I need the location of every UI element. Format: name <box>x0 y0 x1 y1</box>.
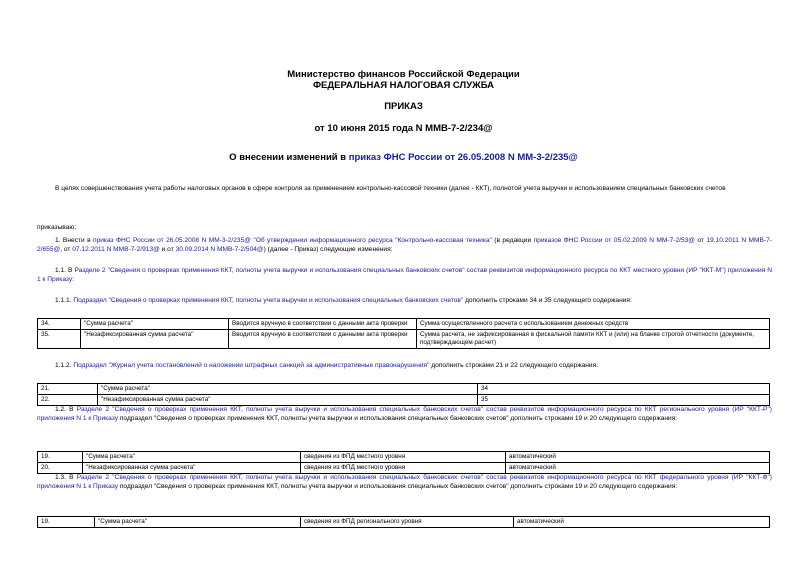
p12-prefix: 1.2. В <box>55 406 77 413</box>
table-row <box>38 395 770 406</box>
cell-description: Сумма расчета, не зафиксированная в фискальной памяти ККТ и (или) на бланке строгой отчетности (документе, подтверждающем расчет) <box>417 330 770 349</box>
cell-name: "Незафиксированная сумма расчета" <box>98 395 478 406</box>
subject-prefix: О внесении изменений в <box>229 152 349 163</box>
p112-prefix: 1.1.2. <box>55 362 74 369</box>
p1-link-amend-2011a[interactable]: 19.10.2011 N ММВ-7-2/655@ <box>37 237 772 253</box>
paragraph-1-1-1 <box>37 296 772 305</box>
cell-number: 20. <box>38 463 83 474</box>
p1-link-amend-2014[interactable]: 30.09.2014 N ММВ-7-2/504@ <box>175 246 264 253</box>
cell-number: 19. <box>38 452 83 463</box>
cell-method: автоматический <box>514 517 770 528</box>
cell-description: Сумма осуществленного расчета с использованием денежных средств <box>417 319 770 330</box>
paragraph-1-3 <box>37 473 772 491</box>
cell-source: сведения из ФПД регионального уровня <box>301 517 514 528</box>
subject-link[interactable]: приказ ФНС России от 26.05.2008 N ММ-3-2/235@ <box>348 152 578 163</box>
p1-text: и от <box>159 246 176 253</box>
cell-number: 35. <box>38 330 81 349</box>
table-row <box>38 330 770 349</box>
paragraph-1-1-2 <box>37 361 772 370</box>
cell-source: Вводится вручную в соответствии с данными акта проверки <box>229 330 417 349</box>
cell-name: "Сумма расчета" <box>95 517 301 528</box>
p111-link-subsection[interactable]: Подраздел "Сведения о проверках применения ККТ, полноты учета выручки и использования специальных банковских счетов" <box>73 297 464 304</box>
cell-source: сведения из ФПД местного уровня <box>301 452 506 463</box>
cell-number: 22. <box>38 395 98 406</box>
table-rows-19-20-federal <box>37 516 770 528</box>
p111-prefix: 1.1.1. <box>55 297 74 304</box>
cell-method: автоматический <box>506 463 770 474</box>
table-row <box>38 319 770 330</box>
table-row <box>38 517 770 528</box>
table-row <box>38 463 770 474</box>
header-service: ФЕДЕРАЛЬНАЯ НАЛОГОВАЯ СЛУЖБА <box>312 80 495 91</box>
p1-text: от <box>694 237 707 244</box>
p1-text: , от <box>60 246 73 253</box>
p12-text: подраздел "Сведения о проверках применения ККТ, полноты учета выручки и использования специальных банковских счетов" дополнить строками 19 и 20 следующего содержания: <box>118 415 678 422</box>
cell-reference: 35 <box>478 395 770 406</box>
paragraph-1 <box>37 236 772 254</box>
order-word: приказываю: <box>37 224 77 231</box>
cell-number: 21. <box>38 384 98 395</box>
cell-reference: 34 <box>478 384 770 395</box>
p1-link-amend-2009[interactable]: приказов ФНС России от 05.02.2009 N ММ-7-2/53@ <box>533 237 695 244</box>
header-ministry: Министерство финансов Российской Федерации <box>287 69 520 80</box>
paragraph-1-1 <box>37 266 772 284</box>
table-row <box>38 384 770 395</box>
cell-number: 34. <box>38 319 81 330</box>
cell-name: "Сумма расчета" <box>98 384 478 395</box>
p13-prefix: 1.3. В <box>55 474 77 481</box>
p1-link-order[interactable]: приказ ФНС России от 26.05.2008 N ММ-3-2/235@ "Об утверждении информационного ресурса "Контрольно-кассовая техника" <box>93 237 492 244</box>
p11-prefix: 1.1. В <box>55 267 75 274</box>
p1-prefix: 1. Внести в <box>55 237 93 244</box>
p1-suffix: ) (далее - Приказ) следующие изменения: <box>263 246 393 253</box>
p1-text: (в редакции <box>491 237 534 244</box>
p11-link-section[interactable]: Разделе 2 "Сведения о проверках применения ККТ, полноты учета выручки и использования специальных банковских счетов" состав реквизитов информационного ресурса по ККТ местного уровня (ИР "ККТ-М") приложения N 1 к Приказу <box>37 267 772 283</box>
table-rows-19-20-regional <box>37 451 770 474</box>
document-type: ПРИКАЗ <box>384 101 423 112</box>
p112-link-subsection[interactable]: Подраздел "Журнал учета постановлений о наложении штрафных санкций за административные правонарушения" <box>73 362 430 369</box>
cell-source: сведения из ФПД местного уровня <box>301 463 506 474</box>
p11-suffix: : <box>72 276 75 283</box>
cell-number: 19. <box>38 517 95 528</box>
cell-method: автоматический <box>506 452 770 463</box>
cell-source: Вводится вручную в соответствии с данными акта проверки <box>229 319 417 330</box>
cell-name: "Сумма расчета" <box>83 452 301 463</box>
cell-name: "Сумма расчета" <box>81 319 229 330</box>
paragraph-1-2 <box>37 405 772 423</box>
table-rows-34-35 <box>37 318 770 349</box>
intro-paragraph: В целях совершенствования учета работы налоговых органов в сфере контроля за применением контрольно-кассовой техники (далее - ККТ), полнотой учета выручки и использованием специальных банковских счетов <box>55 185 726 192</box>
cell-name: "Незафиксированная сумма расчета" <box>83 463 301 474</box>
document-subject <box>0 152 807 163</box>
table-row <box>38 452 770 463</box>
p112-suffix: дополнить строками 21 и 22 следующего содержания: <box>429 362 598 369</box>
p1-link-amend-2011b[interactable]: 07.12.2011 N ММВ-7-2/913@ <box>72 246 160 253</box>
p111-suffix: дополнить строками 34 и 35 следующего содержания: <box>463 297 632 304</box>
table-rows-21-22 <box>37 383 770 406</box>
p13-text: подраздел "Сведения о проверках применения ККТ, полноты учета выручки и использования специальных банковских счетов" дополнить строками 19 и 20 следующего содержания: <box>118 483 678 490</box>
p12-link-section[interactable]: Разделе 2 "Сведения о проверках применения ККТ, полноты учета выручки и использования специальных банковских счетов" состав реквизитов информационного ресурса по ККТ регионального уровня (ИР "ККТ-Р") приложения N 1 к Приказу <box>37 406 772 422</box>
p13-link-section[interactable]: Разделе 2 "Сведения о проверках применения ККТ, полноты учета выручки и использования специальных банковских счетов" состав реквизитов информационного ресурса по ККТ федерального уровня (ИР "ККТ-Ф") приложения N 1 к Приказу <box>37 474 772 490</box>
cell-name: "Незафиксированная сумма расчета" <box>81 330 229 349</box>
document-date-number: от 10 июня 2015 года N ММВ-7-2/234@ <box>314 123 493 134</box>
